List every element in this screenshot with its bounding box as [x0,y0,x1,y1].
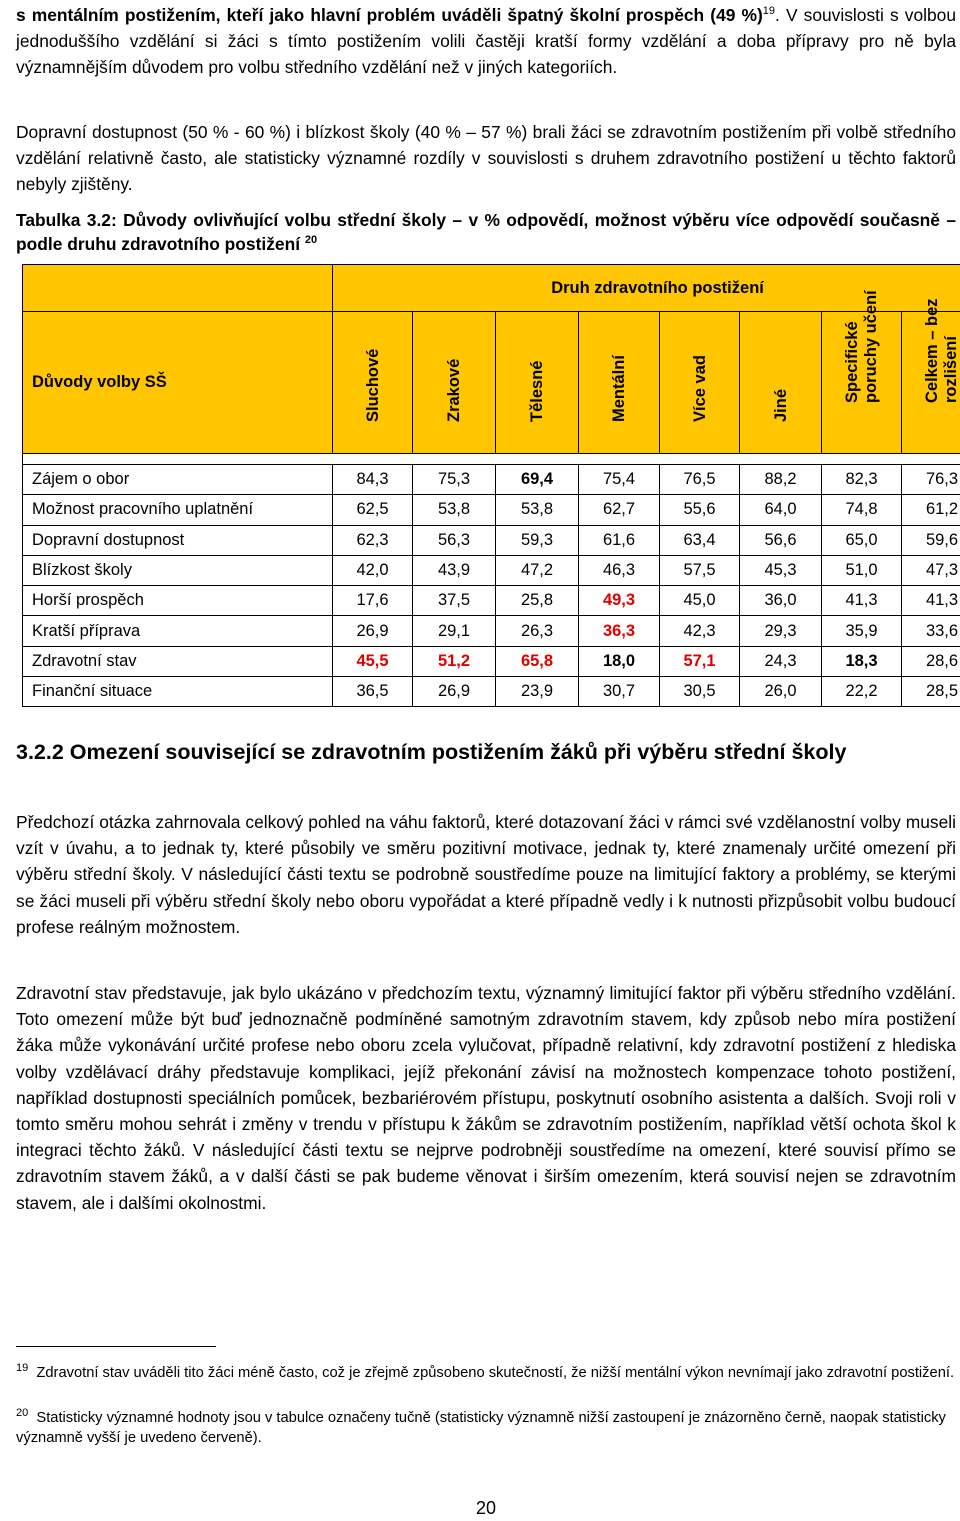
column-header-line1: Zrakové [445,358,463,422]
table-cell: 24,3 [740,646,822,676]
table-cell: 41,3 [822,586,902,616]
column-header-line1: Více vad [690,355,709,422]
table-cell: 88,2 [740,465,822,495]
table-cell: 65,8 [496,646,579,676]
paragraph-1-text: . V souvislosti s volbou jednoduššího vzdělání si žáci s tímto postižením volili častěji kratší formy vzdělání a doba přípravy pro ně byla významnějším důvodem pro volbu středního vzdělání než v jiných kategoriích. [16,5,957,78]
footnote-text: Statisticky významné hodnoty jsou v tabulce označeny tučně (statisticky významně nižší zastoupení je znázorněno černě, naopak statisticky významně vyšší je uvedeno červeně). [16,1410,946,1446]
table-caption [16,208,956,256]
column-header-line1: Specifické [842,321,861,403]
table-row [23,646,960,676]
column-header-line1: Jiné [771,388,790,422]
paragraph-2: Dopravní dostupnost (50 % - 60 %) i blízkost školy (40 % – 57 %) brali žáci se zdravotním postižením při volbě středního vzdělání relativně často, ale statisticky významné rozdíly v souvislosti s druhem zdravotního postižení u těchto faktorů nebyly zjištěny. [16,122,956,195]
table-cell: 18,3 [822,646,902,676]
column-header-label [772,389,791,422]
column-header-4 [660,312,740,454]
table-cell: 26,3 [496,616,579,646]
table-cell: 18,0 [579,646,660,676]
table-cell: 45,0 [660,586,740,616]
table-cell: 62,3 [333,525,413,555]
footnote-number: 19 [16,1362,29,1375]
table-cell: 61,2 [902,495,960,525]
table-cell: 29,3 [740,616,822,646]
table-cell: 63,4 [660,525,740,555]
table-cell: 30,5 [660,677,740,707]
table-cell: 41,3 [902,586,960,616]
page-number: 20 [475,1498,497,1518]
table-cell: 28,5 [902,677,960,707]
table-cell: 59,3 [496,525,579,555]
section-heading: 3.2.2 Omezení související se zdravotním postižením žáků při výběru střední školy [16,740,847,764]
column-header-line2: rozlišení [942,336,960,403]
table-row [23,616,960,646]
paragraph-4: Zdravotní stav představuje, jak bylo ukázáno v předchozím textu, významný limitující faktor při výběru středního vzdělání. Toto omezení může být buď jednoznačně podmíněné samotným zdravotním stavem, kdy způsob nebo míra postižení žáka může vykonávání určité profese nebo oboru zcela vylučovat, případně relativní, kdy zdravotní postižení z hlediska volby vzdělávací dráhy představuje komplikaci, jejíž překonání závisí na možnostech kompenzace tohoto postižení, například dostupnosti speciálních pomůcek, bezbariérovém přístupu, poskytnutí osobního asistenta a dalších. Svoji roli v tomto směru mohou sehrát i změny v trendu v přístupu k žákům se zdravotním postižením, například větší ochota škol k integraci těchto žáků. V následující části textu se nejprve podrobněji soustředíme na omezení, které souvisí přímo se zdravotním stavem žáků, a v další části se pak budeme věnovat i širším omezením, která souvisí nejen se zdravotním stavem, ale i dalšími okolnostmi. [16,983,956,1213]
table-cell: 76,5 [660,465,740,495]
column-header-label [528,361,547,422]
table-cell: 26,9 [413,677,496,707]
table-cell: 36,0 [740,586,822,616]
row-label: Zdravotní stav [23,646,333,676]
paragraph-1 [16,2,956,81]
table-row [23,495,960,525]
row-label: Zájem o obor [23,465,333,495]
table-cell: 45,3 [740,555,822,585]
group-header: Druh zdravotního postižení [333,265,960,312]
table-cell: 74,8 [822,495,902,525]
table-cell: 36,3 [579,616,660,646]
table-cell: 45,5 [333,646,413,676]
table-cell: 25,8 [496,586,579,616]
column-header-line1: Celkem – bez [923,298,942,403]
table-gap-row [23,454,960,465]
table-cell: 49,3 [579,586,660,616]
table-cell: 35,9 [822,616,902,646]
column-header-3 [579,312,660,454]
table-cell: 56,6 [740,525,822,555]
table-cell: 53,8 [413,495,496,525]
table-cell: 69,4 [496,465,579,495]
table-cell: 42,0 [333,555,413,585]
table-cell: 51,2 [413,646,496,676]
column-header-5 [740,312,822,454]
column-header-label [610,355,629,422]
table-row [23,465,960,495]
column-header-1 [413,312,496,454]
table-cell: 57,1 [660,646,740,676]
row-label: Možnost pracovního uplatnění [23,495,333,525]
table-cell: 29,1 [413,616,496,646]
table-cell: 22,2 [822,677,902,707]
table-cell: 62,7 [579,495,660,525]
column-header-0 [333,312,413,454]
table-row [23,586,960,616]
column-header-label [445,359,464,422]
column-header-line1: Tělesné [528,360,546,422]
column-header-6 [822,290,902,454]
table-cell: 47,2 [496,555,579,585]
table-cell: 43,9 [413,555,496,585]
table-cell: 26,9 [333,616,413,646]
table-gap-cell [23,454,960,465]
column-header-label [843,290,881,403]
table-cell: 37,5 [413,586,496,616]
paragraph-1-bold-lead: s mentálním postižením, kteří jako hlavní problém uváděli špatný školní prospěch (49 %) [16,5,763,25]
paragraph-3: Předchozí otázka zahrnovala celkový pohled na váhu faktorů, které dotazovaní žáci v rámci své vzdělanostní volby museli vzít v úvahu, a to jednak ty, které působily ve směru pozitivní motivace, jednak ty, které znamenaly určité omezení při výběru střední školy. V následující části textu se podrobně soustředíme pouze na limitující faktory a problémy, se kterými se žáci museli při výběru střední školy nebo oboru vypořádat a které případně vedly i k nutnosti přizpůsobit volbu budoucí profese reálným možnostem. [16,812,956,937]
table-cell: 75,3 [413,465,496,495]
table-cell: 33,6 [902,616,960,646]
table-cell: 82,3 [822,465,902,495]
table-cell: 84,3 [333,465,413,495]
footnote-19 [16,1364,956,1384]
row-label: Horší prospěch [23,586,333,616]
table-row [23,555,960,585]
table-cell: 56,3 [413,525,496,555]
column-header-label [691,355,710,422]
table-row [23,677,960,707]
table-row [23,525,960,555]
footnote-number: 20 [16,1407,29,1420]
row-label: Blízkost školy [23,555,333,585]
table-cell: 28,6 [902,646,960,676]
table-cell: 46,3 [579,555,660,585]
column-header-line2: poruchy učení [861,290,880,403]
footnote-ref-20[interactable]: 20 [304,234,318,247]
table-caption-text: Tabulka 3.2: Důvody ovlivňující volbu střední školy – v % odpovědí, možnost výběru více odpovědí současně – podle druhu zdravotního postižení [16,210,956,254]
table-cell: 42,3 [660,616,740,646]
table-cell: 47,3 [902,555,960,585]
table-cell: 65,0 [822,525,902,555]
column-header-2 [496,312,579,454]
column-header-label [923,298,960,403]
footnote-20 [16,1409,956,1448]
footnote-divider [16,1346,216,1347]
table-cell: 53,8 [496,495,579,525]
reasons-table [22,264,960,707]
row-label: Kratší příprava [23,616,333,646]
footnote-text: Zdravotní stav uváděli tito žáci méně často, což je zřejmě způsobeno skutečností, že nižší mentální výkon nevnímají jako zdravotní postižení. [36,1365,955,1381]
table-cell: 75,4 [579,465,660,495]
row-label: Dopravní dostupnost [23,525,333,555]
table-cell: 23,9 [496,677,579,707]
table-cell: 76,3 [902,465,960,495]
table-cell: 55,6 [660,495,740,525]
table-cell: 62,5 [333,495,413,525]
table-cell: 51,0 [822,555,902,585]
row-header: Důvody volby SŠ [23,312,333,454]
footnote-ref-19[interactable]: 19 [762,5,776,18]
table-cell: 61,6 [579,525,660,555]
table-cell: 26,0 [740,677,822,707]
row-label: Finanční situace [23,677,333,707]
table-cell: 57,5 [660,555,740,585]
table-cell: 64,0 [740,495,822,525]
table-cell: 59,6 [902,525,960,555]
column-header-line1: Sluchové [363,348,382,422]
column-header-line1: Mentální [610,355,628,422]
table-cell: 30,7 [579,677,660,707]
column-header-label [364,349,383,422]
table-cell: 36,5 [333,677,413,707]
table-cell: 17,6 [333,586,413,616]
table-corner-cell [23,265,333,312]
column-header-7 [902,298,960,454]
